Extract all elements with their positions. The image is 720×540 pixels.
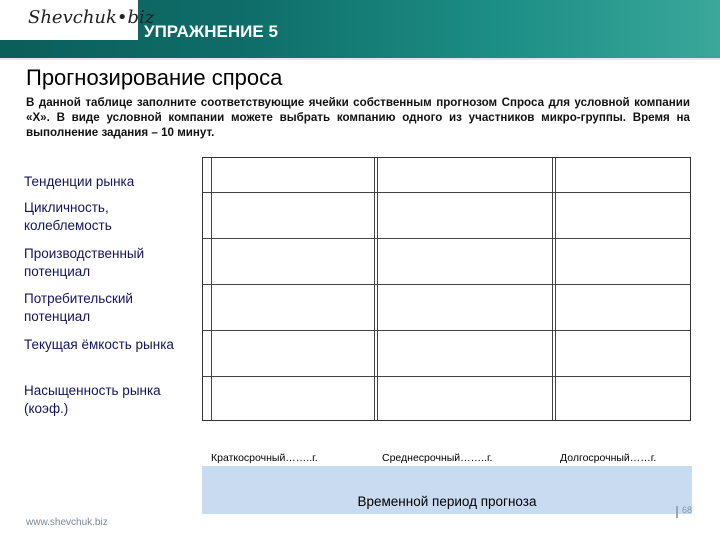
table-col-divider: [211, 158, 212, 420]
instructions-text: В данной таблице заполните соответствующие ячейки собственным прогнозом Спроса для условной компании «Х». В виде условной компании можете выбрать компанию одного из участников микро-группы. Время на выполнение задания – 10 минут.: [26, 96, 690, 139]
page-number-divider: [676, 506, 678, 518]
table-row-divider: [203, 238, 690, 239]
row-label-consumer: Потребительский потенциал: [24, 291, 133, 324]
forecast-period-label: Временной период прогноза: [357, 494, 537, 509]
row-label-saturation: Насыщенность рынка (коэф.): [24, 383, 161, 416]
header-divider: [0, 58, 720, 60]
logo-text: Shevchuk•biz: [28, 7, 155, 28]
header-title: УПРАЖНЕНИЕ 5: [144, 22, 278, 41]
row-label-capacity: Текущая ёмкость рынка: [24, 337, 174, 352]
table-row-divider: [203, 376, 690, 377]
forecast-table: [202, 157, 691, 421]
forecast-period-bar: [202, 466, 692, 514]
page-title: Прогнозирование спроса: [26, 65, 283, 90]
table-col-divider: [555, 158, 556, 420]
column-label-long-term: Долгосрочный……г.: [560, 452, 657, 464]
row-label-trends: Тенденции рынка: [24, 174, 135, 189]
column-label-mid-term: Среднесрочный……..г.: [382, 452, 493, 464]
table-col-divider: [552, 158, 553, 420]
row-label-cyclicality: Цикличность, колеблемость: [24, 200, 112, 233]
table-col-divider: [374, 158, 375, 420]
logo: [0, 0, 155, 40]
footer-url[interactable]: www.shevchuk.biz: [26, 517, 108, 528]
table-row-divider: [203, 330, 690, 331]
column-label-short-term: Краткосрочный……..г.: [211, 452, 318, 464]
table-row-divider: [203, 284, 690, 285]
table-row-divider: [203, 192, 690, 193]
table-col-divider: [377, 158, 378, 420]
page-number: 68: [682, 505, 693, 515]
header-bar: [0, 0, 720, 58]
row-label-production: Производственный потенциал: [24, 246, 145, 279]
